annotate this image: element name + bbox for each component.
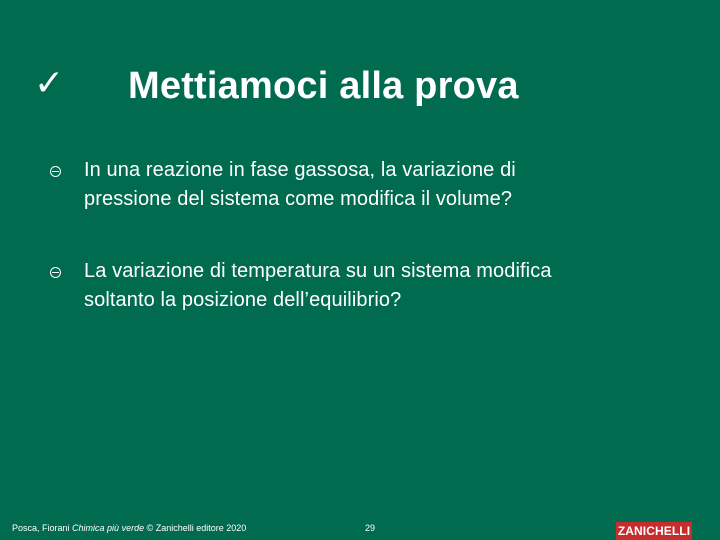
check-icon: ✓ (34, 63, 65, 104)
footer-book-title: Chimica più verde (72, 523, 145, 533)
bullet-1-line-1: In una reazione in fase gassosa, la variazione di (84, 159, 516, 181)
bullet-2-line-1: La variazione di temperatura su un sistema modifica (84, 260, 552, 282)
zanichelli-logo: ZANICHELLI (617, 524, 691, 538)
bullet-text-2 (84, 257, 674, 315)
bullet-list (50, 156, 670, 358)
footer-authors: Posca, Fiorani (12, 523, 70, 533)
page-number: 29 (365, 523, 376, 533)
bullet-1-line-2: pressione del sistema come modifica il volume? (84, 188, 513, 210)
bullet-item-1 (50, 156, 674, 214)
footer-publisher: © Zanichelli editore 2020 (146, 523, 247, 533)
bullet-text-1 (84, 156, 674, 214)
slide-title: Mettiamoci alla prova (128, 65, 519, 107)
bullet-item-2 (50, 257, 674, 315)
title-row (34, 60, 684, 112)
footer-credit (12, 522, 246, 534)
bullet-2-line-2: soltanto la posizione dell’equilibrio? (84, 289, 402, 311)
bullet-icon (50, 166, 61, 177)
bullet-icon (50, 267, 61, 278)
